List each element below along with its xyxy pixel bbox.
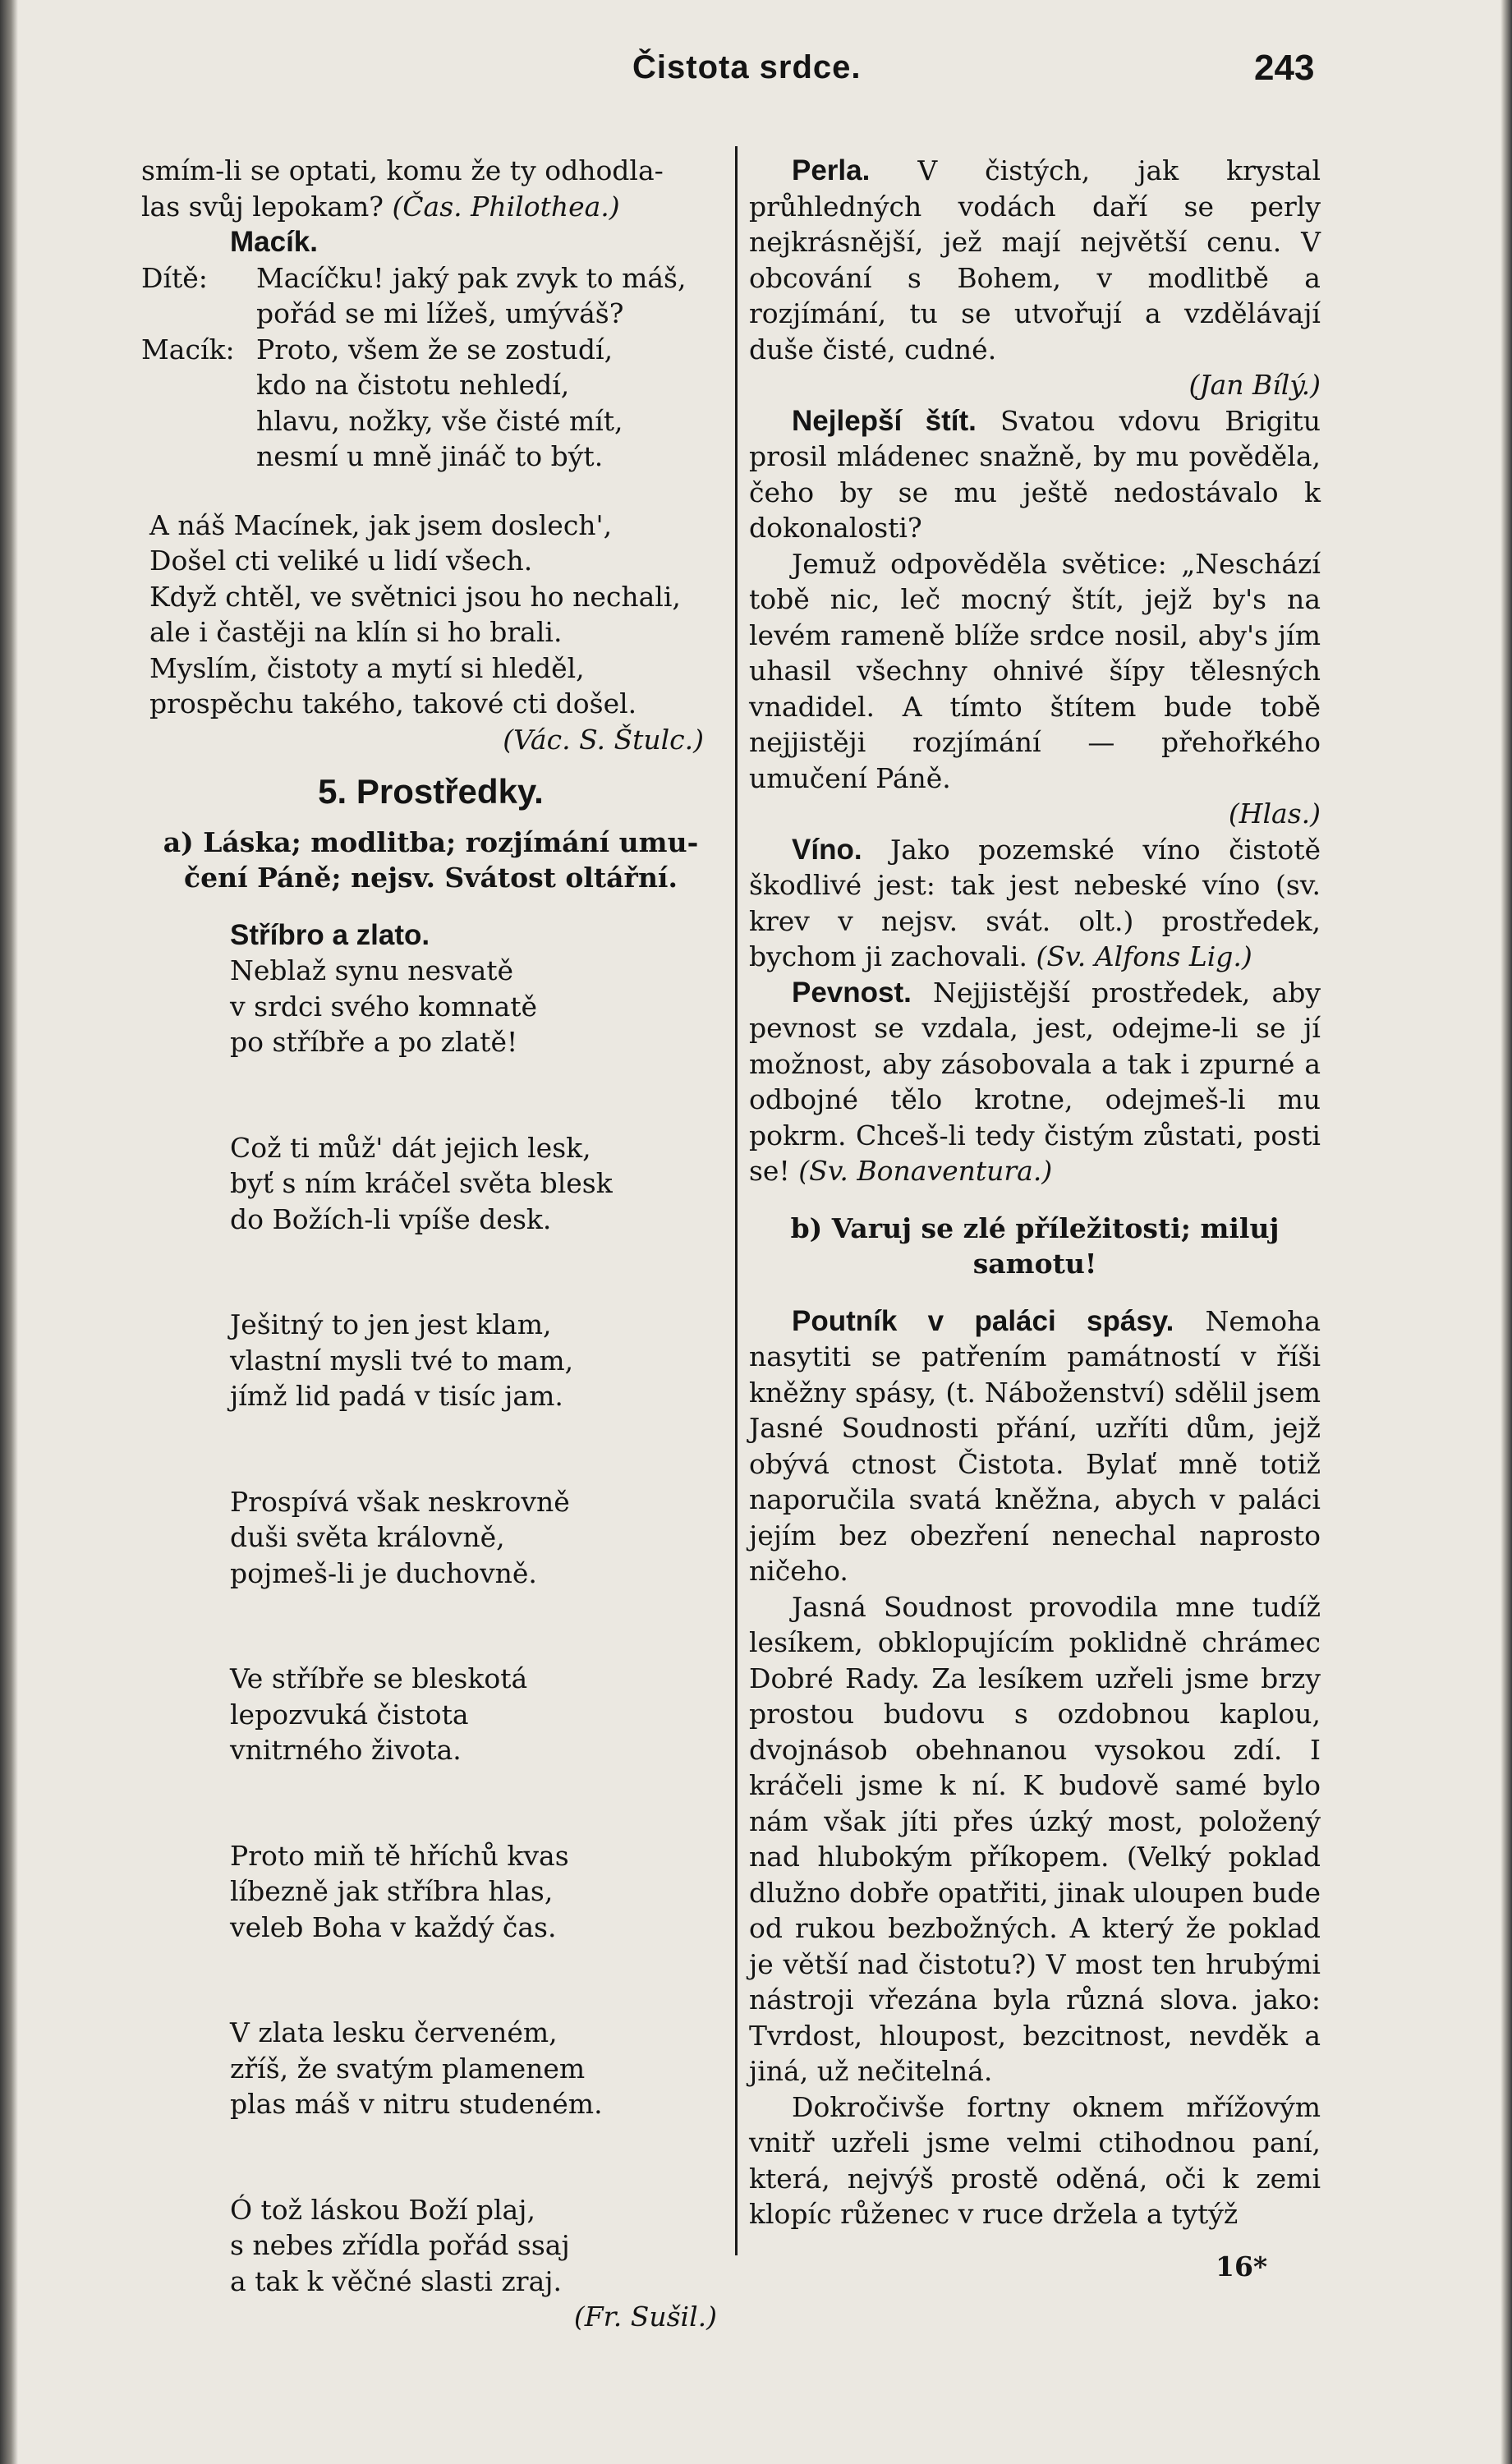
macinek-poem bbox=[141, 508, 720, 722]
verse-line: vlastní mysli tvé to mam, bbox=[230, 1344, 574, 1377]
macik-title: Macík. bbox=[230, 226, 318, 258]
verse-line: Prospívá však neskrovně bbox=[230, 1485, 570, 1518]
subsection-b: b) Varuj se zlé příležitosti; miluj samotu! bbox=[790, 1211, 1280, 1280]
perla-heading: Perla. bbox=[792, 154, 871, 186]
stanza bbox=[230, 953, 720, 1060]
stanza bbox=[230, 1484, 720, 1592]
poutnik-paragraph-2: Jasná Soudnost provodila mne tudíž lesíkem, obklopujícím poklidně chrámec Dobré Rady. Za lesíkem uzřeli jsme brzy prostou budovu s ozdobnou kaplou, dvojnásob obehnanou vysokou zdí. I kráčeli jsme k ní. K budově samé bylo nám však jíti přes úzký most, položený nad hlubokým příkopem. (Velký poklad dlužno dobře opatřiti, jinak uloupen bude od rukou bezbožných. A který že poklad je větší nad čistotu?) V most ten hrubými nástroji vřezána byla různá slova. jako: Tvrdost, hloupost, bezcitnost, nevděk a jiná, už nečitelná. bbox=[749, 1590, 1321, 2087]
vino-heading: Víno. bbox=[792, 833, 862, 866]
verse-line: Ve stříbře se bleskotá bbox=[230, 1662, 528, 1694]
speaker-name: Dítě: bbox=[141, 261, 208, 294]
verse-line: Neblaž synu nesvatě bbox=[230, 954, 514, 986]
stit-paragraph bbox=[749, 403, 1321, 546]
verse-line: Proto miň tě hříchů kvas bbox=[230, 1839, 569, 1872]
left-column bbox=[141, 153, 720, 2335]
dialogue-line: hlavu, nožky, vše čisté mít, bbox=[256, 404, 623, 437]
stanza bbox=[230, 2015, 720, 2122]
stanza bbox=[230, 1130, 720, 1238]
stanza bbox=[230, 1838, 720, 1946]
verse-line: lepozvuká čistota bbox=[230, 1698, 469, 1731]
poutnik-text: Nemoha nasytiti se patřením památností v říši kněžny spásy, (t. Náboženství) sdělil jsem Jasné Soudnosti přání, uzříti dům, jejž obývá ctnost Čistota. Bylať mně totiž naporučila svatá kněžna, abych v paláci jejím bez obezření nenechal naprosto ničeho. bbox=[749, 1304, 1321, 1587]
verse-line: po stříbře a po zlatě! bbox=[230, 1026, 518, 1058]
pevnost-paragraph bbox=[749, 975, 1321, 1189]
poem-citation: (Vác. S. Štulc.) bbox=[503, 723, 704, 756]
dialogue-line: Proto, všem že se zostudí, bbox=[256, 333, 614, 365]
poem-citation: (Fr. Sušil.) bbox=[573, 2301, 717, 2333]
perla-citation: (Jan Bílý.) bbox=[1188, 369, 1321, 401]
verse-line: plas máš v nitru studeném. bbox=[230, 2088, 603, 2120]
stit-text: Svatou vdovu Brigitu prosil mládenec snažně, by mu pověděla, čeho by se mu ještě nedostávalo k dokonalosti? bbox=[749, 404, 1321, 544]
perla-paragraph bbox=[749, 153, 1321, 367]
dialogue-row bbox=[141, 260, 720, 332]
section-title: 5. Prostředky. bbox=[318, 772, 544, 811]
poem-line: Myslím, čistoty a mytí si hleděl, bbox=[149, 651, 585, 684]
vino-citation: (Sv. Alfons Lig.) bbox=[1036, 940, 1252, 972]
pevnost-text: Nejjistější prostředek, aby pevnost se vzdala, jest, odejme-li se jí možnost, aby zásobovala a tak i zpurné a odbojné tělo krotne, odejmeš-li mu pokrm. Chceš-li tedy čistým zůstati, posti se! bbox=[749, 976, 1321, 1187]
intro-paragraph bbox=[141, 153, 720, 224]
intro-line-2: las svůj lepokam? bbox=[141, 190, 393, 223]
running-header: Čistota srdce. bbox=[632, 49, 862, 85]
intro-line-1: smím-li se optati, komu že ty odhodla- bbox=[141, 154, 664, 186]
poem-line: A náš Macínek, jak jsem doslech', bbox=[149, 508, 613, 541]
pevnost-heading: Pevnost. bbox=[792, 976, 912, 1009]
vino-paragraph bbox=[749, 832, 1321, 975]
verse-line: líbezně jak stříbra hlas, bbox=[230, 1875, 554, 1907]
poem-line: Došel cti veliké u lidí všech. bbox=[149, 545, 533, 577]
stanza bbox=[230, 1307, 720, 1414]
poutnik-paragraph-3: Dokročivše fortny oknem mřížovým vnitř uzřeli jsme velmi ctihodnou paní, která, nejvýš prostě oděná, oči k zemi klopíc růženec v ruce držela a tytýž bbox=[749, 2090, 1321, 2230]
stanza bbox=[230, 1661, 720, 1768]
verse-line: duši světa královně, bbox=[230, 1521, 505, 1553]
silver-gold-title: Stříbro a zlato. bbox=[230, 918, 430, 951]
silver-gold-poem bbox=[141, 953, 720, 2299]
vino-text: Jako pozemské víno čistotě škodlivé jest: tak jest nebeské víno (sv. krev v nejsv. svát. olt.) prostředek, bychom ji zachovali. bbox=[749, 833, 1321, 972]
dialogue-line: nesmí u mně jináč to být. bbox=[256, 440, 604, 472]
verse-line: Ješitný to jen jest klam, bbox=[230, 1308, 552, 1340]
poem-line: prospěchu takého, takové cti došel. bbox=[149, 687, 637, 719]
verse-line: Ó tož láskou Boží plaj, bbox=[230, 2193, 535, 2226]
page-edge-right bbox=[1501, 0, 1512, 2464]
dialogue bbox=[141, 260, 720, 475]
page-edge-left bbox=[0, 0, 18, 2464]
verse-line: Což ti můž' dát jejich lesk, bbox=[230, 1131, 591, 1164]
verse-line: jímž lid padá v tisíc jam. bbox=[230, 1380, 563, 1412]
poem-line: Když chtěl, ve světnici jsou ho nechali, bbox=[149, 580, 681, 613]
verse-line: veleb Boha v každý čas. bbox=[230, 1910, 557, 1943]
stit-paragraph-2: Jemuž odpověděla světice: „Neschází tobě nic, leč mocný štít, jejž by's na levém rameně blíže srdce nosil, aby's jím uhasil všechny ohnivé šípy tělesných vnadidel. A tímto štítem bude tobě nejjistěji rozjímání — přehořkého umučení Páně. bbox=[749, 547, 1321, 794]
verse-line: a tak k věčné slasti zraj. bbox=[230, 2264, 562, 2297]
poutnik-heading: Poutník v paláci spásy. bbox=[792, 1304, 1174, 1337]
perla-text: V čistých, jak krystal průhledných vodách daří se perly nejkrásnější, jež mají největší cenu. V obcování s Bohem, v modlitbě a rozjímání, tu se utvořují a vzdělávají duše čisté, cudné. bbox=[749, 154, 1321, 365]
page-number: 243 bbox=[1254, 48, 1315, 88]
dialogue-line: pořád se mi lížeš, umýváš? bbox=[256, 297, 624, 329]
verse-line: V zlata lesku červeném, bbox=[230, 2016, 558, 2048]
dialogue-line: Macíčku! jaký pak zvyk to máš, bbox=[256, 261, 687, 294]
column-divider bbox=[735, 146, 738, 2255]
verse-line: s nebes zřídla pořád ssaj bbox=[230, 2229, 570, 2261]
stanza bbox=[230, 2192, 720, 2300]
poutnik-paragraph bbox=[749, 1303, 1321, 1589]
verse-line: do Božích-li vpíše desk. bbox=[230, 1202, 552, 1235]
stit-citation: (Hlas.) bbox=[1228, 798, 1321, 830]
verse-line: pojmeš-li je duchovně. bbox=[230, 1556, 537, 1589]
intro-citation: (Čas. Philothea.) bbox=[392, 190, 620, 223]
verse-line: vnitrného života. bbox=[230, 1734, 462, 1766]
stit-heading: Nejlepší štít. bbox=[792, 404, 977, 437]
dialogue-row bbox=[141, 332, 720, 475]
speaker-name: Macík: bbox=[141, 333, 235, 365]
verse-line: zříš, že svatým plamenem bbox=[230, 2052, 586, 2085]
poem-line: ale i častěji na klín si ho brali. bbox=[149, 616, 563, 648]
verse-line: byť s ním kráčel světa blesk bbox=[230, 1167, 613, 1199]
pevnost-citation: (Sv. Bonaventura.) bbox=[798, 1155, 1053, 1187]
verse-line: v srdci svého komnatě bbox=[230, 990, 538, 1023]
right-column bbox=[749, 153, 1321, 2232]
subsection-a: a) Láska; modlitba; rozjímání umu-čení Páně; nejsv. Svátost oltářní. bbox=[163, 825, 699, 894]
signature-mark: 16* bbox=[1216, 2250, 1268, 2282]
dialogue-line: kdo na čistotu nehledí, bbox=[256, 369, 570, 401]
